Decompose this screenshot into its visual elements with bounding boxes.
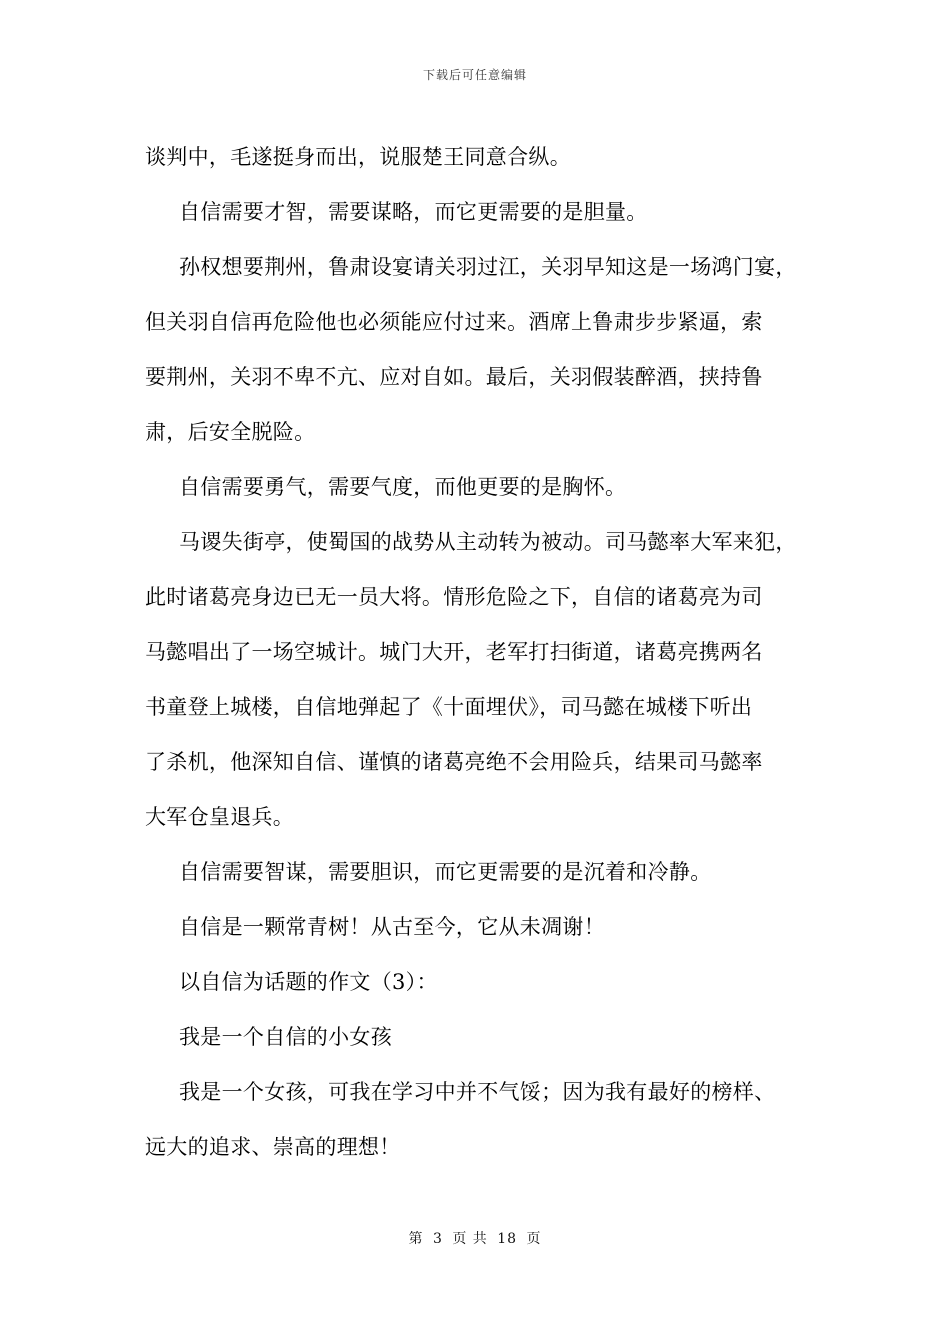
text-line: 谈判中，毛遂挺身而出，说服楚王同意合纵。 <box>145 145 571 169</box>
text-line: 了杀机，他深知自信、谨慎的诸葛亮绝不会用险兵，结果司马懿率 <box>145 750 763 774</box>
text-line: 马谡失街亭，使蜀国的战势从主动转为被动。司马懿率大军来犯， <box>179 530 797 554</box>
text-line: 自信需要才智，需要谋略，而它更需要的是胆量。 <box>179 200 648 224</box>
text-line: 远大的追求、崇高的理想！ <box>145 1135 401 1159</box>
footer-middle: 页 共 <box>452 1231 488 1247</box>
current-page-number: 3 <box>432 1231 443 1247</box>
footer-prefix: 第 <box>408 1231 424 1247</box>
text-line: 要荆州，关羽不卑不亢、应对自如。最后，关羽假装醉酒，挟持鲁 <box>145 365 763 389</box>
text-line: 以自信为话题的作文（3）： <box>179 970 438 994</box>
text-line: 我是一个自信的小女孩 <box>179 1025 392 1049</box>
text-line: 马懿唱出了一场空城计。城门大开，老军打扫街道，诸葛亮携两名 <box>145 640 763 664</box>
text-line: 自信需要智谋，需要胆识，而它更需要的是沉着和冷静。 <box>179 860 712 884</box>
text-line: 书童登上城楼，自信地弹起了《十面埋伏》，司马懿在城楼下听出 <box>145 695 753 719</box>
page-footer <box>0 1228 950 1248</box>
text-line: 肃，后安全脱险。 <box>145 420 316 444</box>
text-line: 自信是一颗常青树！从古至今，它从未凋谢！ <box>179 915 605 939</box>
page-header: 下载后可任意编辑 <box>422 68 527 82</box>
text-line: 大军仓皇退兵。 <box>145 805 295 829</box>
total-page-count: 18 <box>497 1231 518 1247</box>
text-line: 我是一个女孩，可我在学习中并不气馁；因为我有最好的榜样、 <box>179 1080 776 1104</box>
text-line: 此时诸葛亮身边已无一员大将。情形危险之下，自信的诸葛亮为司 <box>145 585 763 609</box>
document-body <box>145 130 815 1175</box>
footer-suffix: 页 <box>526 1231 542 1247</box>
text-line: 孙权想要荆州，鲁肃设宴请关羽过江，关羽早知这是一场鸿门宴， <box>179 255 797 279</box>
text-line: 自信需要勇气，需要气度，而他更要的是胸怀。 <box>179 475 627 499</box>
text-line: 但关羽自信再危险他也必须能应付过来。酒席上鲁肃步步紧逼，索 <box>145 310 763 334</box>
